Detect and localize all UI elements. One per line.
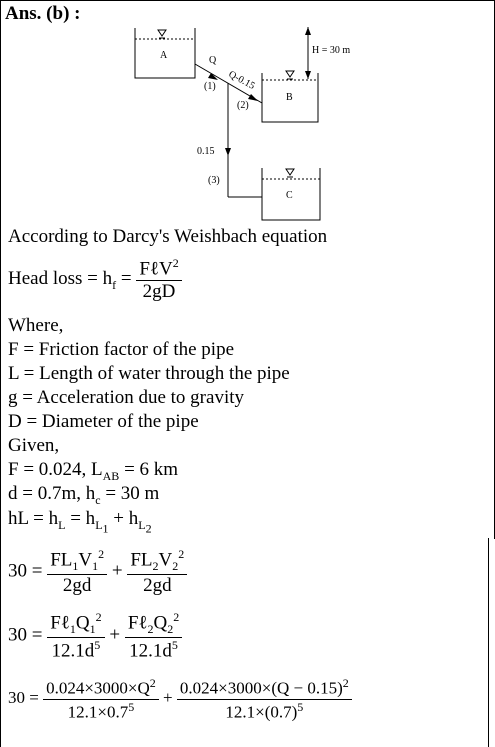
- where-label: Where,: [8, 315, 64, 336]
- given-label: Given,: [8, 435, 60, 456]
- equation-2: 30 = $\frac{F\ell_1Q_1^2}{12.1d^5}$ + $\frac{F\ell_2Q_2^2}{12.1d^5}$: [8, 610, 182, 662]
- label-c: C: [286, 190, 293, 201]
- label-q: Q: [209, 55, 217, 66]
- water-level-icon-b: [286, 71, 294, 77]
- flow-arrow-q2: [248, 94, 258, 101]
- flow-arrow-3: [225, 148, 231, 156]
- label-b: B: [286, 92, 293, 103]
- given-d-hc: d = 0.7m, $h_c = 30$ m: [8, 483, 160, 507]
- label-pipe2: (2): [237, 100, 249, 111]
- equation-3: 30 = $\frac{0.024\times 3000\times Q^2}{12.1\times 0.7^5}$ + $\frac{0.024\times 3000\times(Q - 0.15)^2}{12.1\times(0.7)^5}$: [8, 676, 352, 722]
- given-hl: hL = $h_L = h_{L_1} + h_{L_2}$: [8, 508, 152, 536]
- label-q2: Q-0.15: [226, 68, 257, 92]
- head-loss-equation: Head loss = $h_f$ = $\frac{F\ell V^2}{2gD}$: [8, 256, 182, 303]
- def-g: g = Acceleration due to gravity: [8, 387, 244, 408]
- label-a: A: [160, 50, 168, 61]
- answer-heading: Ans. (b) :: [5, 3, 81, 24]
- equation-1: 30 = $\frac{FL_1V_1^2}{2gd}$ + $\frac{FL_2V_2^2}{2gd}$: [8, 547, 187, 597]
- given-f-lab: F = 0.024, $L_{AB} = 6$ km: [8, 459, 179, 483]
- label-head: H = 30 m: [312, 45, 351, 56]
- def-d: D = Diameter of the pipe: [8, 411, 199, 432]
- label-pipe1: (1): [204, 81, 216, 92]
- water-level-icon-c: [286, 169, 294, 175]
- water-level-icon-a: [158, 30, 166, 36]
- label-pipe3: (3): [208, 175, 220, 186]
- label-flow3: 0.15: [197, 146, 215, 157]
- reservoir-diagram: [0, 0, 495, 230]
- def-f: F = Friction factor of the pipe: [8, 339, 234, 360]
- intro-text: According to Darcy's Weishbach equation: [8, 226, 328, 247]
- def-l: L = Length of water through the pipe: [8, 363, 290, 384]
- head-loss-fraction: $\frac{F\ell V^2}{2gD}$: [136, 256, 181, 303]
